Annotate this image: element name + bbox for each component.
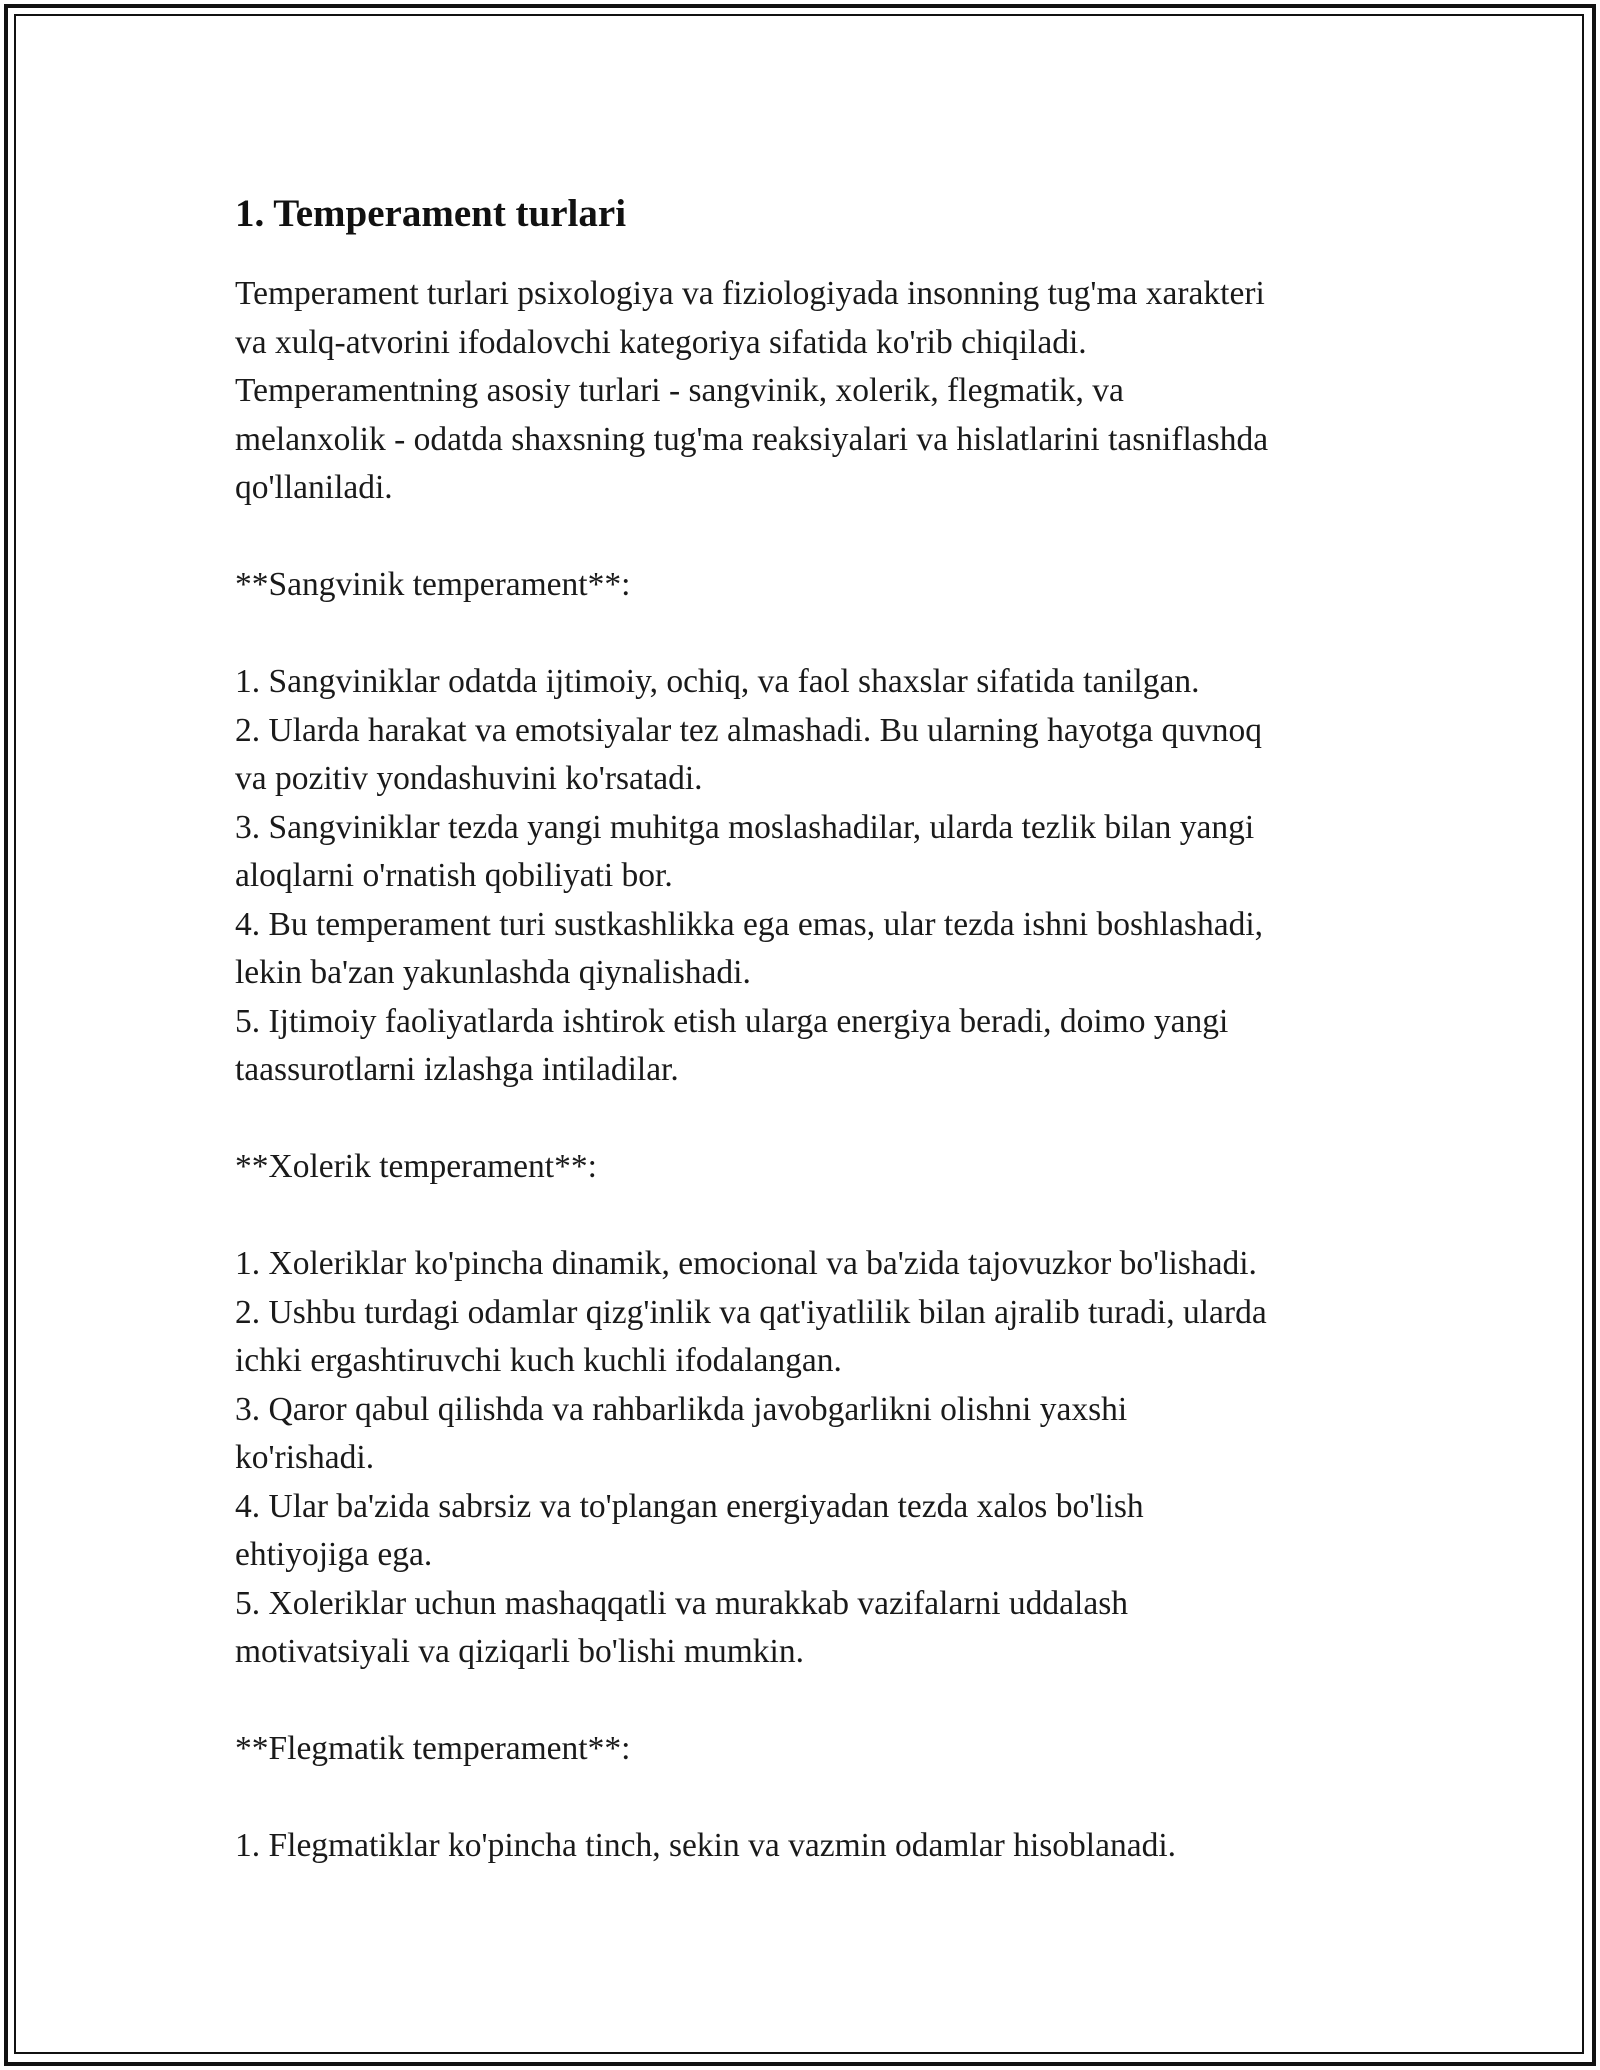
section-line: ko'rishadi. [235, 1439, 375, 1476]
intro-line: va xulq-atvorini ifodalovchi kategoriya sifatida ko'rib chiqiladi. [235, 323, 1087, 361]
section-line: 1. Xoleriklar ko'pincha dinamik, emocional va ba'zida tajovuzkor bo'lishadi. [235, 1245, 1257, 1282]
intro-paragraph [235, 270, 1385, 513]
section-line: taassurotlarni izlashga intiladilar. [235, 1051, 679, 1088]
section-line: 1. Flegmatiklar ko'pincha tinch, sekin va vazmin odamlar hisoblanadi. [235, 1827, 1177, 1864]
paragraph-gap [235, 610, 1385, 659]
section-flegmatik [235, 1725, 1385, 1871]
section-line: 4. Bu temperament turi sustkashlikka ega emas, ular tezda ishni boshlashadi, [235, 905, 1264, 943]
section-line: lekin ba'zan yakunlashda qiynalishadi. [235, 954, 751, 991]
section-line: ehtiyojiga ega. [235, 1536, 433, 1573]
paragraph-gap [235, 513, 1385, 562]
section-line: 1. Sangviniklar odatda ijtimoiy, ochiq, va faol shaxslar sifatida tanilgan. [235, 663, 1200, 700]
section-line: 3. Qaror qabul qilishda va rahbarlikda javobgarlikni olishni yaxshi [235, 1390, 1128, 1428]
paragraph-gap [235, 1677, 1385, 1726]
section-xolerik [235, 1143, 1385, 1677]
section-line: 4. Ular ba'zida sabrsiz va to'plangan energiyadan tezda xalos bo'lish [235, 1487, 1144, 1525]
section-line: motivatsiyali va qiziqarli bo'lishi mumkin. [235, 1633, 804, 1670]
section-line: va pozitiv yondashuvini ko'rsatadi. [235, 760, 703, 797]
section-line: aloqlarni o'rnatish qobiliyati bor. [235, 857, 673, 894]
intro-line: melanxolik - odatda shaxsning tug'ma reaksiyalari va hislatlarini tasniflashda [235, 420, 1269, 458]
section-line: 3. Sangviniklar tezda yangi muhitga moslashadilar, ularda tezlik bilan yangi [235, 808, 1255, 846]
intro-line: Temperamentning asosiy turlari - sangvinik, xolerik, flegmatik, va [235, 372, 1124, 409]
section-line: 5. Ijtimoiy faoliyatlarda ishtirok etish ularga energiya beradi, doimo yangi [235, 1002, 1229, 1040]
paragraph-gap [235, 1095, 1385, 1144]
paragraph-gap [235, 1192, 1385, 1241]
section-heading: **Flegmatik temperament**: [235, 1730, 631, 1767]
intro-line: qo'llaniladi. [235, 469, 393, 506]
section-heading: **Xolerik temperament**: [235, 1148, 597, 1185]
paragraph-gap [235, 1774, 1385, 1823]
intro-line: Temperament turlari psixologiya va fiziologiyada insonning tug'ma xarakteri [235, 275, 1265, 312]
section-line: 5. Xoleriklar uchun mashaqqatli va murakkab vazifalarni uddalash [235, 1584, 1129, 1622]
section-line: ichki ergashtiruvchi kuch kuchli ifodalangan. [235, 1342, 842, 1379]
section-line: 2. Ularda harakat va emotsiyalar tez almashadi. Bu ularning hayotga quvnoq [235, 711, 1263, 749]
document-title: 1. Temperament turlari [235, 192, 627, 235]
section-heading: **Sangvinik temperament**: [235, 566, 631, 603]
section-line: 2. Ushbu turdagi odamlar qizg'inlik va qat'iyatlilik bilan ajralib turadi, ularda [235, 1293, 1267, 1331]
section-sangvinik [235, 561, 1385, 1095]
document-body [235, 186, 1385, 1871]
